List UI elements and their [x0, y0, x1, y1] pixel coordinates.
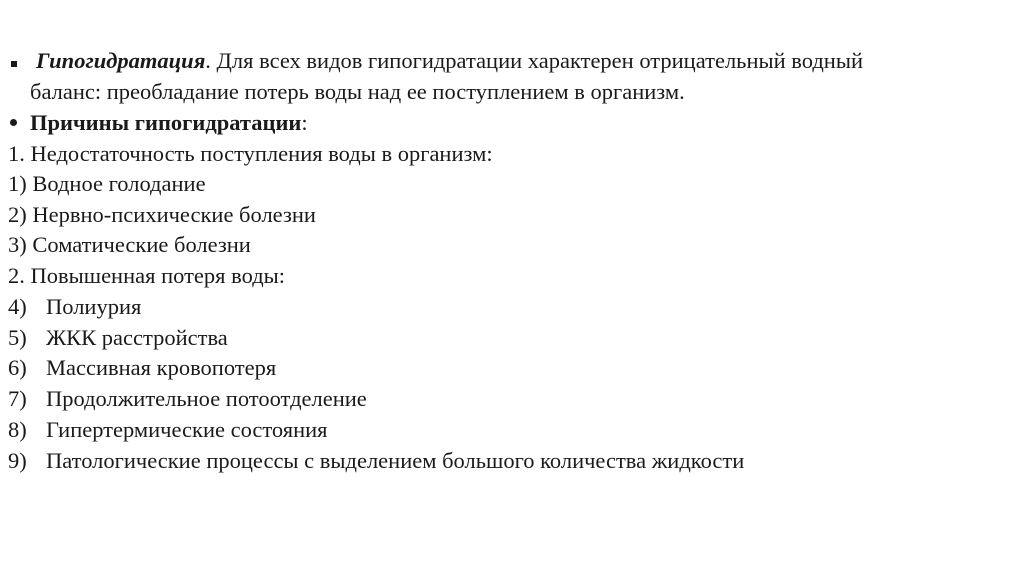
intro-line-1 [36, 45, 863, 76]
group1-label: 1. Недостаточность поступления воды в организм: [8, 141, 493, 166]
causes-heading-colon: : [301, 110, 308, 135]
list-item [8, 445, 744, 476]
list-item: 1) Водное голодание [8, 171, 206, 196]
list-item [8, 352, 276, 383]
list-item: 3) Соматические болезни [8, 232, 251, 257]
list-item-number: 6) [8, 355, 27, 380]
list-item-number: 7) [8, 386, 27, 411]
list-item-number: 4) [8, 294, 27, 319]
square-bullet-icon [11, 61, 17, 67]
causes-heading-line [30, 107, 308, 138]
list-item [8, 322, 228, 353]
list-item-text: Массивная кровопотеря [46, 355, 277, 380]
list-item: 2) Нервно-психические болезни [8, 202, 316, 227]
intro-line-2: баланс: преобладание потерь воды над ее поступлением в организм. [30, 79, 685, 104]
group2-label: 2. Повышенная потеря воды: [8, 263, 286, 288]
list-item-number: 9) [8, 448, 27, 473]
list-item-number: 8) [8, 417, 27, 442]
list-item-text: Патологические процессы с выделением большого количества жидкости [46, 448, 745, 473]
causes-heading: Причины гипогидратации [30, 110, 302, 135]
list-item [8, 414, 328, 445]
round-bullet-icon [10, 119, 17, 126]
list-item-number: 5) [8, 325, 27, 350]
list-item [8, 291, 141, 322]
list-item-text: Гипертермические состояния [46, 417, 328, 442]
list-item [8, 383, 367, 414]
list-item-text: Продолжительное потоотделение [46, 386, 367, 411]
intro-term: Гипогидратация [36, 48, 206, 73]
list-item-text: ЖКК расстройства [46, 325, 228, 350]
intro-sentence-part1: . Для всех видов гипогидратации характерен отрицательный водный [205, 48, 863, 73]
list-item-text: Полиурия [46, 294, 142, 319]
